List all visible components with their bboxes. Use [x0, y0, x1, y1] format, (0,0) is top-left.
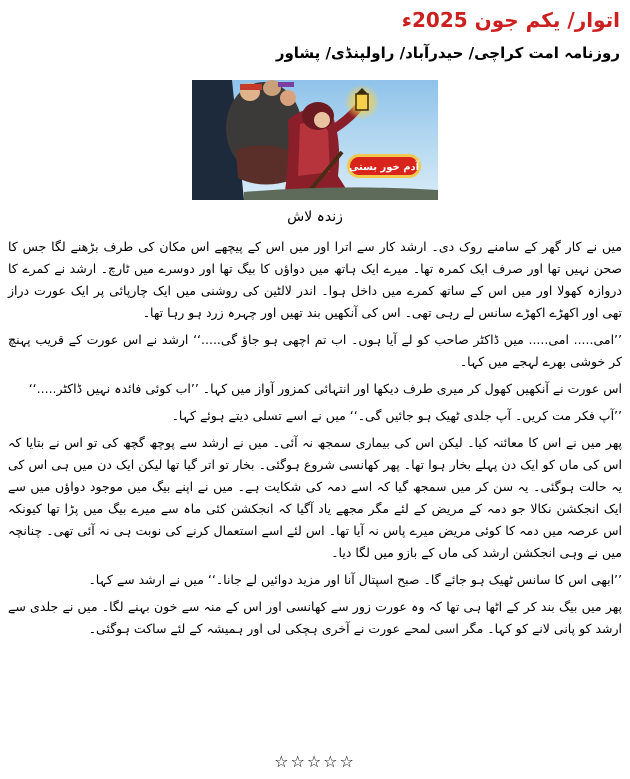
story-paragraph: ’’ابھی اس کا سانس ٹھیک ہو جائے گا۔ صبح اسپتال آنا اور مزید دوائیں لے جانا۔‘‘ میں نے ارشد سے کہا۔	[88, 572, 622, 587]
story-paragraph: ’’آپ فکر مت کریں۔ آپ جلدی ٹھیک ہو جائیں گی۔‘‘ میں نے اسے تسلی دیتے ہوئے کہا۔	[171, 408, 622, 423]
story-paragraph: اس عورت نے آنکھیں کھول کر میری طرف دیکھا اور انتہائی کمزور آواز میں کہا۔ ’’اب کوئی فائدہ نہیں ڈاکٹر.....‘‘	[28, 381, 622, 396]
publication-date: اتوار/ یکم جون 2025ء	[401, 8, 620, 32]
story-paragraph: پھر میں نے اس کا معائنہ کیا۔ لیکن اس کی بیماری سمجھ نہ آئی۔ میں نے ارشد سے پوچھ گچھ کی تو اس نے بتایا کہ اس کی ماں کو ایک دن پہلے بخار ہوا تھا۔ پھر کھانسی شروع ہوگئی۔ بخار تو اتر گیا تھا لیکن ایک دن میں ہی اس کی یہ حالت ہوگئی۔ یہ سن کر میں سمجھ گیا کہ اسے دمہ کی شکایت ہے۔ میں نے اپنے بیگ میں موجود دواؤں میں سے ایک انجکشن نکالا جو دمہ کے مریض کے لئے مگر مجھے یاد آگیا کہ انجکشن کئی ماہ سے میرے بیگ میں پڑا تھا کیونکہ اس عرصہ میں دمہ کا کوئی مریض میرے پاس نہ آیا تھا۔ اس لئے اسے استعمال کرنے کی نوبت ہی نہ آئی تھی۔ چنانچہ میں نے وہی انجکشن ارشد کی ماں کے بازو میں لگا دیا۔	[8, 435, 622, 560]
series-label: آدم خور بستی	[348, 162, 420, 173]
story-paragraph: ’’امی..... امی..... میں ڈاکٹر صاحب کو لے آیا ہوں۔ اب تم اچھی ہو جاؤ گی.....‘‘ ارشد نے اس عورت کے قریب پہنچ کر خوشی بھرے لہجے میں کہا۔	[8, 332, 622, 369]
story-body	[8, 236, 622, 640]
witch-with-lantern-illustration	[192, 80, 438, 200]
story-illustration	[192, 80, 438, 200]
story-paragraph: میں نے کار گھر کے سامنے روک دی۔ ارشد کار سے اترا اور میں اس کے پیچھے اس مکان کی طرف بڑھنے لگا جس کا صحن نہیں تھا اور صرف ایک کمرہ تھا۔ میرے ایک ہاتھ میں دواؤں کا بیگ تھا اور دوسرے میں ٹارچ۔ ارشد نے کمرے کا دروازہ کھولا اور میں اس کے ساتھ کمرے میں داخل ہوا۔ اندر لالٹین کی روشنی میں ایک چارپائی پر ایک عورت دراز تھی اور اکھڑے اکھڑے سانس لے رہی تھی۔ اس کی آنکھیں بند تھیں اور چہرہ زرد ہو رہا تھا۔	[8, 239, 622, 320]
end-of-story-stars: ☆☆☆☆☆	[274, 752, 356, 771]
newspaper-source: روزنامہ امت کراچی/ حیدرآباد/ راولپنڈی/ پشاور	[275, 44, 620, 62]
story-paragraph: پھر میں بیگ بند کر کے اٹھا ہی تھا کہ وہ عورت زور سے کھانسی اور اس کے منہ سے خون بہنے لگا۔ میں نے جلدی سے ارشد کو پانی لانے کو کہا۔ مگر اسی لمحے عورت نے آخری ہچکی لی اور ہمیشہ کے لئے ساکت ہوگئی۔	[8, 599, 622, 636]
story-title: زندہ لاش	[287, 209, 343, 225]
